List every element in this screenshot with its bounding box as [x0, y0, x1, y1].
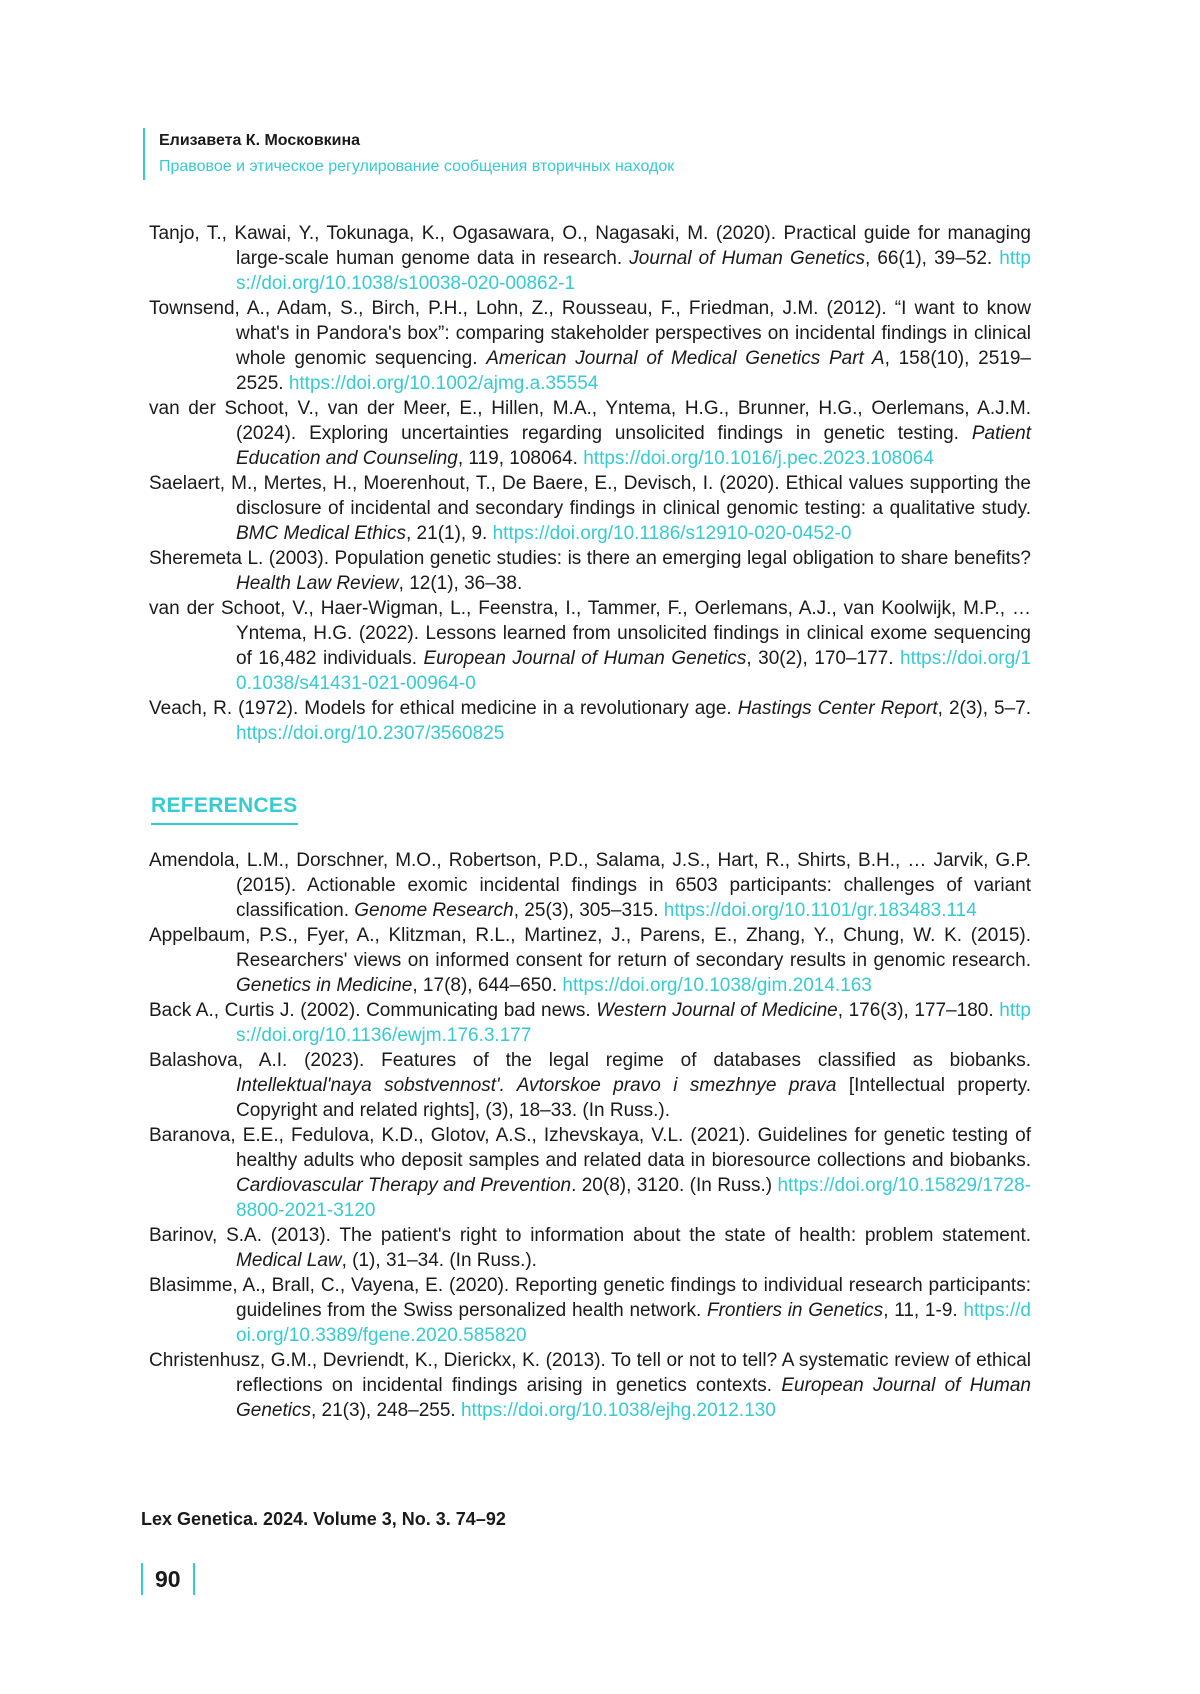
reference-item: Balashova, A.I. (2023). Features of the legal regime of databases classified as biobanks. Intellektual'naya sobstvennost'. Avtorskoe pravo i smezhnye prava [Intellectual property. Copyright and related rights], (3), 18–33. (In Russ.).: [149, 1050, 1031, 1121]
reference-item: Barinov, S.A. (2013). The patient's right to information about the state of health: problem statement. Medical Law, (1), 31–34. (In Russ.).: [149, 1225, 1031, 1271]
reference-item: Tanjo, T., Kawai, Y., Tokunaga, K., Ogasawara, O., Nagasaki, M. (2020). Practical guide for managing large-scale human genome data in research. Journal of Human Genetics, 66(1), 39–52. https://doi.org/10.1038/s10038-020-00862-1: [149, 223, 1031, 294]
reference-item: Amendola, L.M., Dorschner, M.O., Robertson, P.D., Salama, J.S., Hart, R., Shirts, B.H., … Jarvik, G.P. (2015). Actionable exomic incidental findings in 6503 participants: challenges of variant classification. Genome Research, 25(3), 305–315. https://doi.org/10.1101/gr.183483.114: [149, 850, 1031, 921]
doi-link[interactable]: https://doi.org/10.1186/s12910-020-0452-0: [492, 523, 852, 544]
references-list: [149, 848, 1031, 1423]
reference-item: van der Schoot, V., van der Meer, E., Hillen, M.A., Yntema, H.G., Brunner, H.G., Oerlemans, A.J.M. (2024). Exploring uncertainties regarding unsolicited findings in genetic testing. Patient Education and Counseling, 119, 108064. https://doi.org/10.1016/j.pec.2023.108064: [149, 398, 1031, 469]
page-number: 90: [141, 1563, 195, 1595]
doi-link[interactable]: https://doi.org/10.1038/s41431-021-00964-0: [236, 648, 1032, 694]
reference-item: Saelaert, M., Mertes, H., Moerenhout, T., De Baere, E., Devisch, I. (2020). Ethical values supporting the disclosure of incidental and secondary findings in clinical genomic testing: a qualitative study. BMC Medical Ethics, 21(1), 9. https://doi.org/10.1186/s12910-020-0452-0: [149, 473, 1031, 544]
doi-link[interactable]: https://doi.org/10.1038/s10038-020-00862-1: [236, 248, 1031, 294]
reference-item: Back A., Curtis J. (2002). Communicating bad news. Western Journal of Medicine, 176(3), 177–180. https://doi.org/10.1136/ewjm.176.3.177: [149, 1000, 1031, 1046]
doi-link[interactable]: https://doi.org/10.1002/ajmg.a.35554: [288, 373, 599, 394]
doi-link[interactable]: https://doi.org/10.1038/ejhg.2012.130: [460, 1400, 776, 1421]
reference-item: Christenhusz, G.M., Devriendt, K., Dierickx, K. (2013). To tell or not to tell? A systematic review of ethical reflections on incidental findings arising in genetics contexts. European Journal of Human Genetics, 21(3), 248–255. https://doi.org/10.1038/ejhg.2012.130: [149, 1350, 1031, 1421]
doi-link[interactable]: https://doi.org/10.1101/gr.183483.114: [663, 900, 977, 921]
running-header: [143, 128, 674, 180]
doi-link[interactable]: https://doi.org/10.15829/1728-8800-2021-3120: [236, 1175, 1031, 1221]
reference-item: Baranova, E.E., Fedulova, K.D., Glotov, A.S., Izhevskaya, V.L. (2021). Guidelines for genetic testing of healthy adults who deposit samples and related data in bioresource collections and biobanks. Cardiovascular Therapy and Prevention. 20(8), 3120. (In Russ.) https://doi.org/10.15829/1728-8800-2021-3120: [149, 1125, 1031, 1221]
references-continued-list: [149, 221, 1031, 746]
doi-link[interactable]: https://doi.org/10.3389/fgene.2020.585820: [236, 1300, 1031, 1346]
reference-item: Blasimme, A., Brall, C., Vayena, E. (2020). Reporting genetic findings to individual research participants: guidelines from the Swiss personalized health network. Frontiers in Genetics, 11, 1-9. https://doi.org/10.3389/fgene.2020.585820: [149, 1275, 1031, 1346]
footer-journal-info: Lex Genetica. 2024. Volume 3, No. 3. 74–92: [141, 1509, 506, 1529]
doi-link[interactable]: https://doi.org/10.1016/j.pec.2023.108064: [583, 448, 934, 469]
author-name: Елизавета К. Московкина: [159, 132, 361, 149]
reference-item: Appelbaum, P.S., Fyer, A., Klitzman, R.L., Martinez, J., Parens, E., Zhang, Y., Chung, W. K. (2015). Researchers' views on informed consent for return of secondary results in genomic research. Genetics in Medicine, 17(8), 644–650. https://doi.org/10.1038/gim.2014.163: [149, 925, 1031, 996]
article-title: Правовое и этическое регулирование сообщения вторичных находок: [159, 158, 675, 175]
reference-item: van der Schoot, V., Haer-Wigman, L., Feenstra, I., Tammer, F., Oerlemans, A.J., van Koolwijk, M.P., … Yntema, H.G. (2022). Lessons learned from unsolicited findings in clinical exome sequencing of 16,482 individuals. European Journal of Human Genetics, 30(2), 170–177. https://doi.org/10.1038/s41431-021-00964-0: [149, 598, 1032, 694]
reference-item: Sheremeta L. (2003). Population genetic studies: is there an emerging legal obligation to share benefits? Health Law Review, 12(1), 36–38.: [149, 548, 1031, 594]
reference-item: Townsend, A., Adam, S., Birch, P.H., Lohn, Z., Rousseau, F., Friedman, J.M. (2012). “I want to know what's in Pandora's box”: comparing stakeholder perspectives on incidental findings in clinical whole genomic sequencing. American Journal of Medical Genetics Part A, 158(10), 2519–2525. https://doi.org/10.1002/ajmg.a.35554: [149, 298, 1031, 394]
references-heading: REFERENCES: [151, 794, 298, 825]
doi-link[interactable]: https://doi.org/10.2307/3560825: [236, 723, 505, 744]
doi-link[interactable]: https://doi.org/10.1038/gim.2014.163: [562, 975, 872, 996]
doi-link[interactable]: https://doi.org/10.1136/ewjm.176.3.177: [236, 1000, 1031, 1046]
reference-item: Veach, R. (1972). Models for ethical medicine in a revolutionary age. Hastings Center Report, 2(3), 5–7. https://doi.org/10.2307/3560825: [149, 698, 1031, 744]
